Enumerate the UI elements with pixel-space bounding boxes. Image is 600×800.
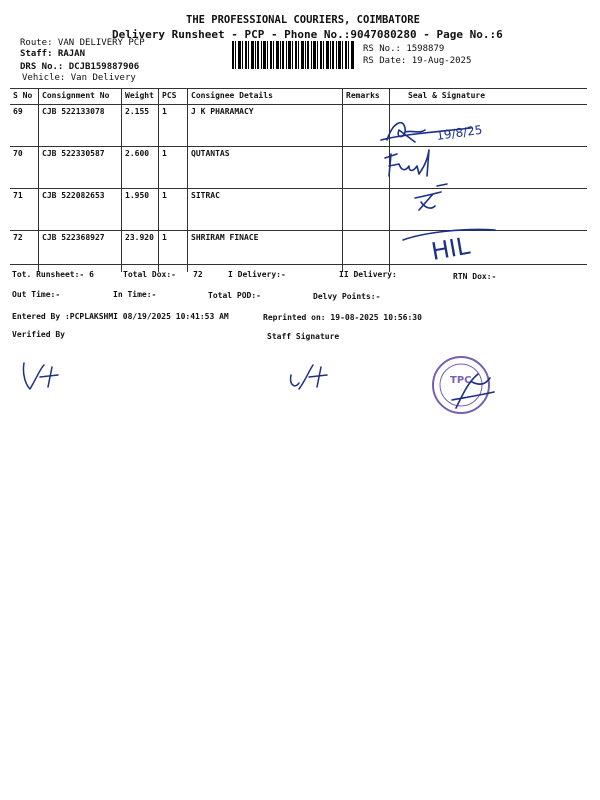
consignee-cell: SHRIRAM FINACE [188,231,343,273]
consignment-cell: CJB 522330587 [39,147,122,189]
stamp-text: TPC [450,375,472,386]
weight-cell: 23.920 [122,231,159,273]
pcs-cell: 1 [159,231,188,273]
staff-signature [285,355,335,395]
consignee-cell: J K PHARAMACY [188,105,343,147]
column-header: Weight [122,89,159,105]
barcode [232,41,354,69]
sno-cell: 70 [10,147,39,189]
rtn-dox: RTN Dox:- [453,272,497,281]
sno-cell: 71 [10,189,39,231]
consignment-cell: CJB 522082653 [39,189,122,231]
i-delivery: I Delivery:- [228,270,286,279]
entered-by: Entered By :PCPLAKSHMI 08/19/2025 10:41:53 AM [12,312,229,321]
column-header: Consignment No [39,89,122,105]
consignment-cell: CJB 522368927 [39,231,122,273]
runsheet-subtitle: Delivery Runsheet - PCP - Phone No.:9047080280 - Page No.:6 [112,28,503,41]
handwritten-initials: HIL [429,231,472,266]
in-time: In Time:- [113,290,157,299]
column-header: Seal & Signature [390,89,588,105]
verifier-signature [18,355,70,395]
staff-signature-label: Staff Signature [267,332,340,341]
column-header: S No [10,89,39,105]
pcs-cell: 1 [159,105,188,147]
verified-by: Verified By [12,330,65,339]
drs-number: DRS No.: DCJB159887906 [20,62,140,72]
table-header-row [10,89,587,105]
sno-cell: 72 [13,233,23,242]
reprinted-on: Reprinted on: 19-08-2025 10:56:30 [263,313,422,322]
tot-runsheet: Tot. Runsheet:- 6 [12,270,94,279]
column-header: PCS [159,89,188,105]
total-pod: Total POD:- [208,291,261,300]
delivery-signatures [375,110,515,270]
total-dox-value: 72 [193,270,203,279]
vehicle-label: Vehicle: Van Delivery [22,73,136,83]
rs-number: RS No.: 1598879 [363,44,445,54]
sno-cell: 69 [10,105,39,147]
staff-label: Staff: RAJAN [20,49,86,59]
consignment-cell: CJB 522133078 [39,105,122,147]
consignee-cell: QUTANTAS [188,147,343,189]
delvy-points: Delvy Points:- [313,292,381,301]
weight-cell: 2.600 [122,147,159,189]
consignee-cell: SITRAC [188,189,343,231]
weight-cell: 1.950 [122,189,159,231]
weight-cell: 2.155 [122,105,159,147]
pcs-cell: 1 [159,189,188,231]
route-label: Route: VAN DELIVERY PCP [20,38,145,48]
rs-date: RS Date: 19-Aug-2025 [363,56,472,66]
company-title: THE PROFESSIONAL COURIERS, COIMBATORE [186,14,420,26]
company-stamp [428,352,500,418]
ii-delivery: II Delivery: [339,270,397,279]
column-header: Remarks [343,89,390,105]
total-dox-label: Total Dox:- [123,270,176,279]
pcs-cell: 1 [159,147,188,189]
out-time: Out Time:- [12,290,61,299]
column-header: Consignee Details [188,89,343,105]
handwritten-date: 19/8/25 [435,122,484,143]
